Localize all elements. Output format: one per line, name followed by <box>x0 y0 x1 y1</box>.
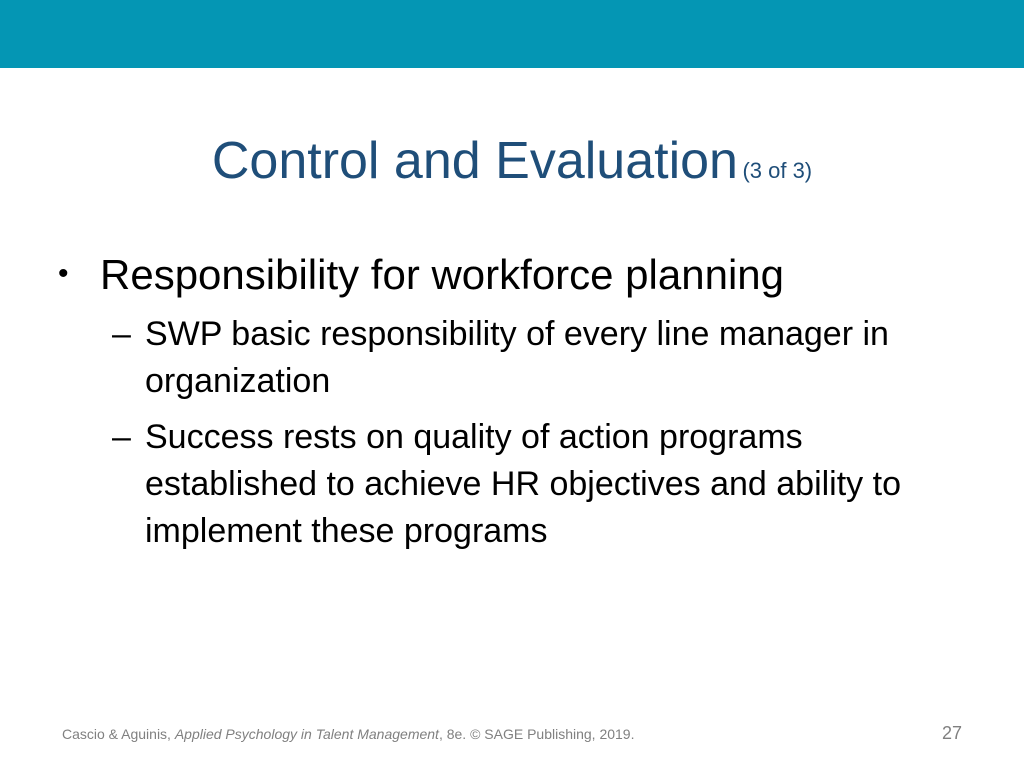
slide-title-suffix: (3 of 3) <box>742 158 813 183</box>
sub-bullet-text: SWP basic responsibility of every line manager in organization <box>145 315 889 400</box>
sub-bullet-text: Success rests on quality of action programs established to achieve HR objectives and ability to implement these programs <box>145 418 901 550</box>
footer-book-title: Applied Psychology in Talent Management <box>174 726 439 742</box>
footer-citation <box>62 725 634 743</box>
footer-authors: Cascio & Aguinis, <box>62 726 175 742</box>
footer-publisher: , 8e. © SAGE Publishing, 2019. <box>438 726 635 742</box>
dash-bullet-icon: – <box>112 418 131 456</box>
bullet-dot-icon: • <box>58 257 69 290</box>
page-number: 27 <box>941 723 962 743</box>
slide-title-main: Control and Evaluation <box>211 132 738 190</box>
dash-bullet-icon: – <box>112 315 131 353</box>
bullet-text: Responsibility for workforce planning <box>100 251 784 298</box>
